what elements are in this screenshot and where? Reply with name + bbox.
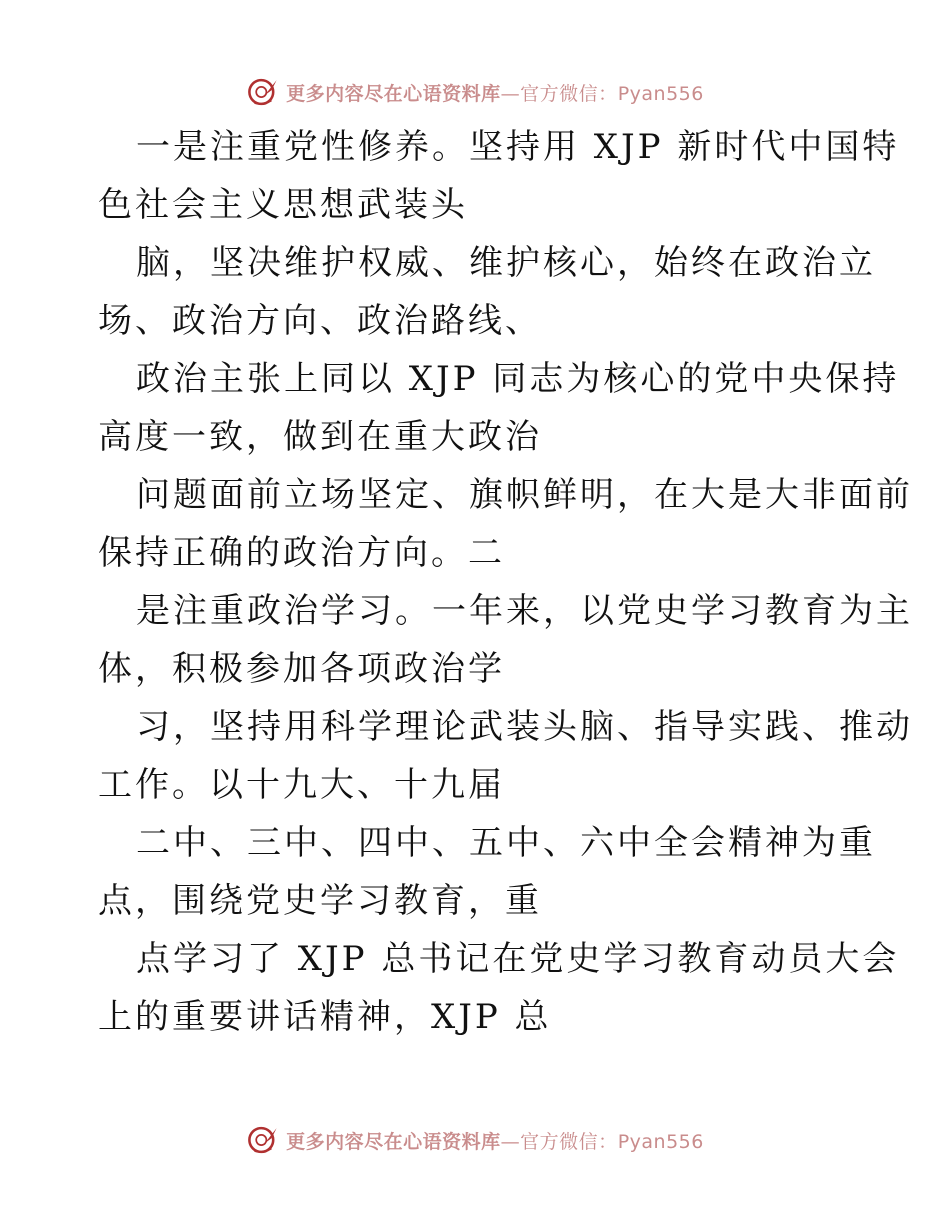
text-line: 一是注重党性修养。坚持用 XJP 新时代中国特 <box>136 127 900 167</box>
quill-logo-icon <box>246 75 280 109</box>
text-line: 工作。以十九大、十九届 <box>98 765 505 805</box>
quill-logo-icon <box>246 1123 280 1157</box>
footer-watermark-banner <box>0 1120 950 1160</box>
text-line: 二中、三中、四中、五中、六中全会精神为重 <box>136 823 876 863</box>
banner-dash: — <box>500 82 521 105</box>
banner-text <box>286 1127 704 1154</box>
text-line: 点学习了 XJP 总书记在党史学习教育动员大会 <box>136 939 900 979</box>
text-line: 点，围绕党史学习教育，重 <box>98 881 542 921</box>
text-line: 保持正确的政治方向。二 <box>98 533 505 573</box>
banner-main-text: 更多内容尽在心语资料库 <box>286 82 501 105</box>
text-line: 上的重要讲话精神，XJP 总 <box>98 997 552 1037</box>
header-watermark-banner <box>0 72 950 112</box>
text-line: 政治主张上同以 XJP 同志为核心的党中央保持 <box>136 359 900 399</box>
text-line: 是注重政治学习。一年来，以党史学习教育为主 <box>136 591 913 631</box>
text-line: 习，坚持用科学理论武装头脑、指导实践、推动 <box>136 707 913 747</box>
text-line: 脑，坚决维护权威、维护核心，始终在政治立 <box>136 243 876 283</box>
text-line: 体，积极参加各项政治学 <box>98 649 505 689</box>
banner-wechat-label: 官方微信： <box>520 1130 618 1153</box>
text-line: 场、政治方向、政治路线、 <box>98 301 542 341</box>
banner-wechat-label: 官方微信： <box>520 82 618 105</box>
text-line: 色社会主义思想武装头 <box>98 185 468 225</box>
banner-wechat-id: Pyan556 <box>617 82 704 105</box>
banner-main-text: 更多内容尽在心语资料库 <box>286 1130 501 1153</box>
banner-dash: — <box>500 1130 521 1153</box>
banner-wechat-id: Pyan556 <box>617 1130 704 1153</box>
text-line: 问题面前立场坚定、旗帜鲜明，在大是大非面前 <box>136 475 913 515</box>
document-body <box>98 118 913 1046</box>
banner-text <box>286 79 704 106</box>
text-line: 高度一致，做到在重大政治 <box>98 417 542 457</box>
